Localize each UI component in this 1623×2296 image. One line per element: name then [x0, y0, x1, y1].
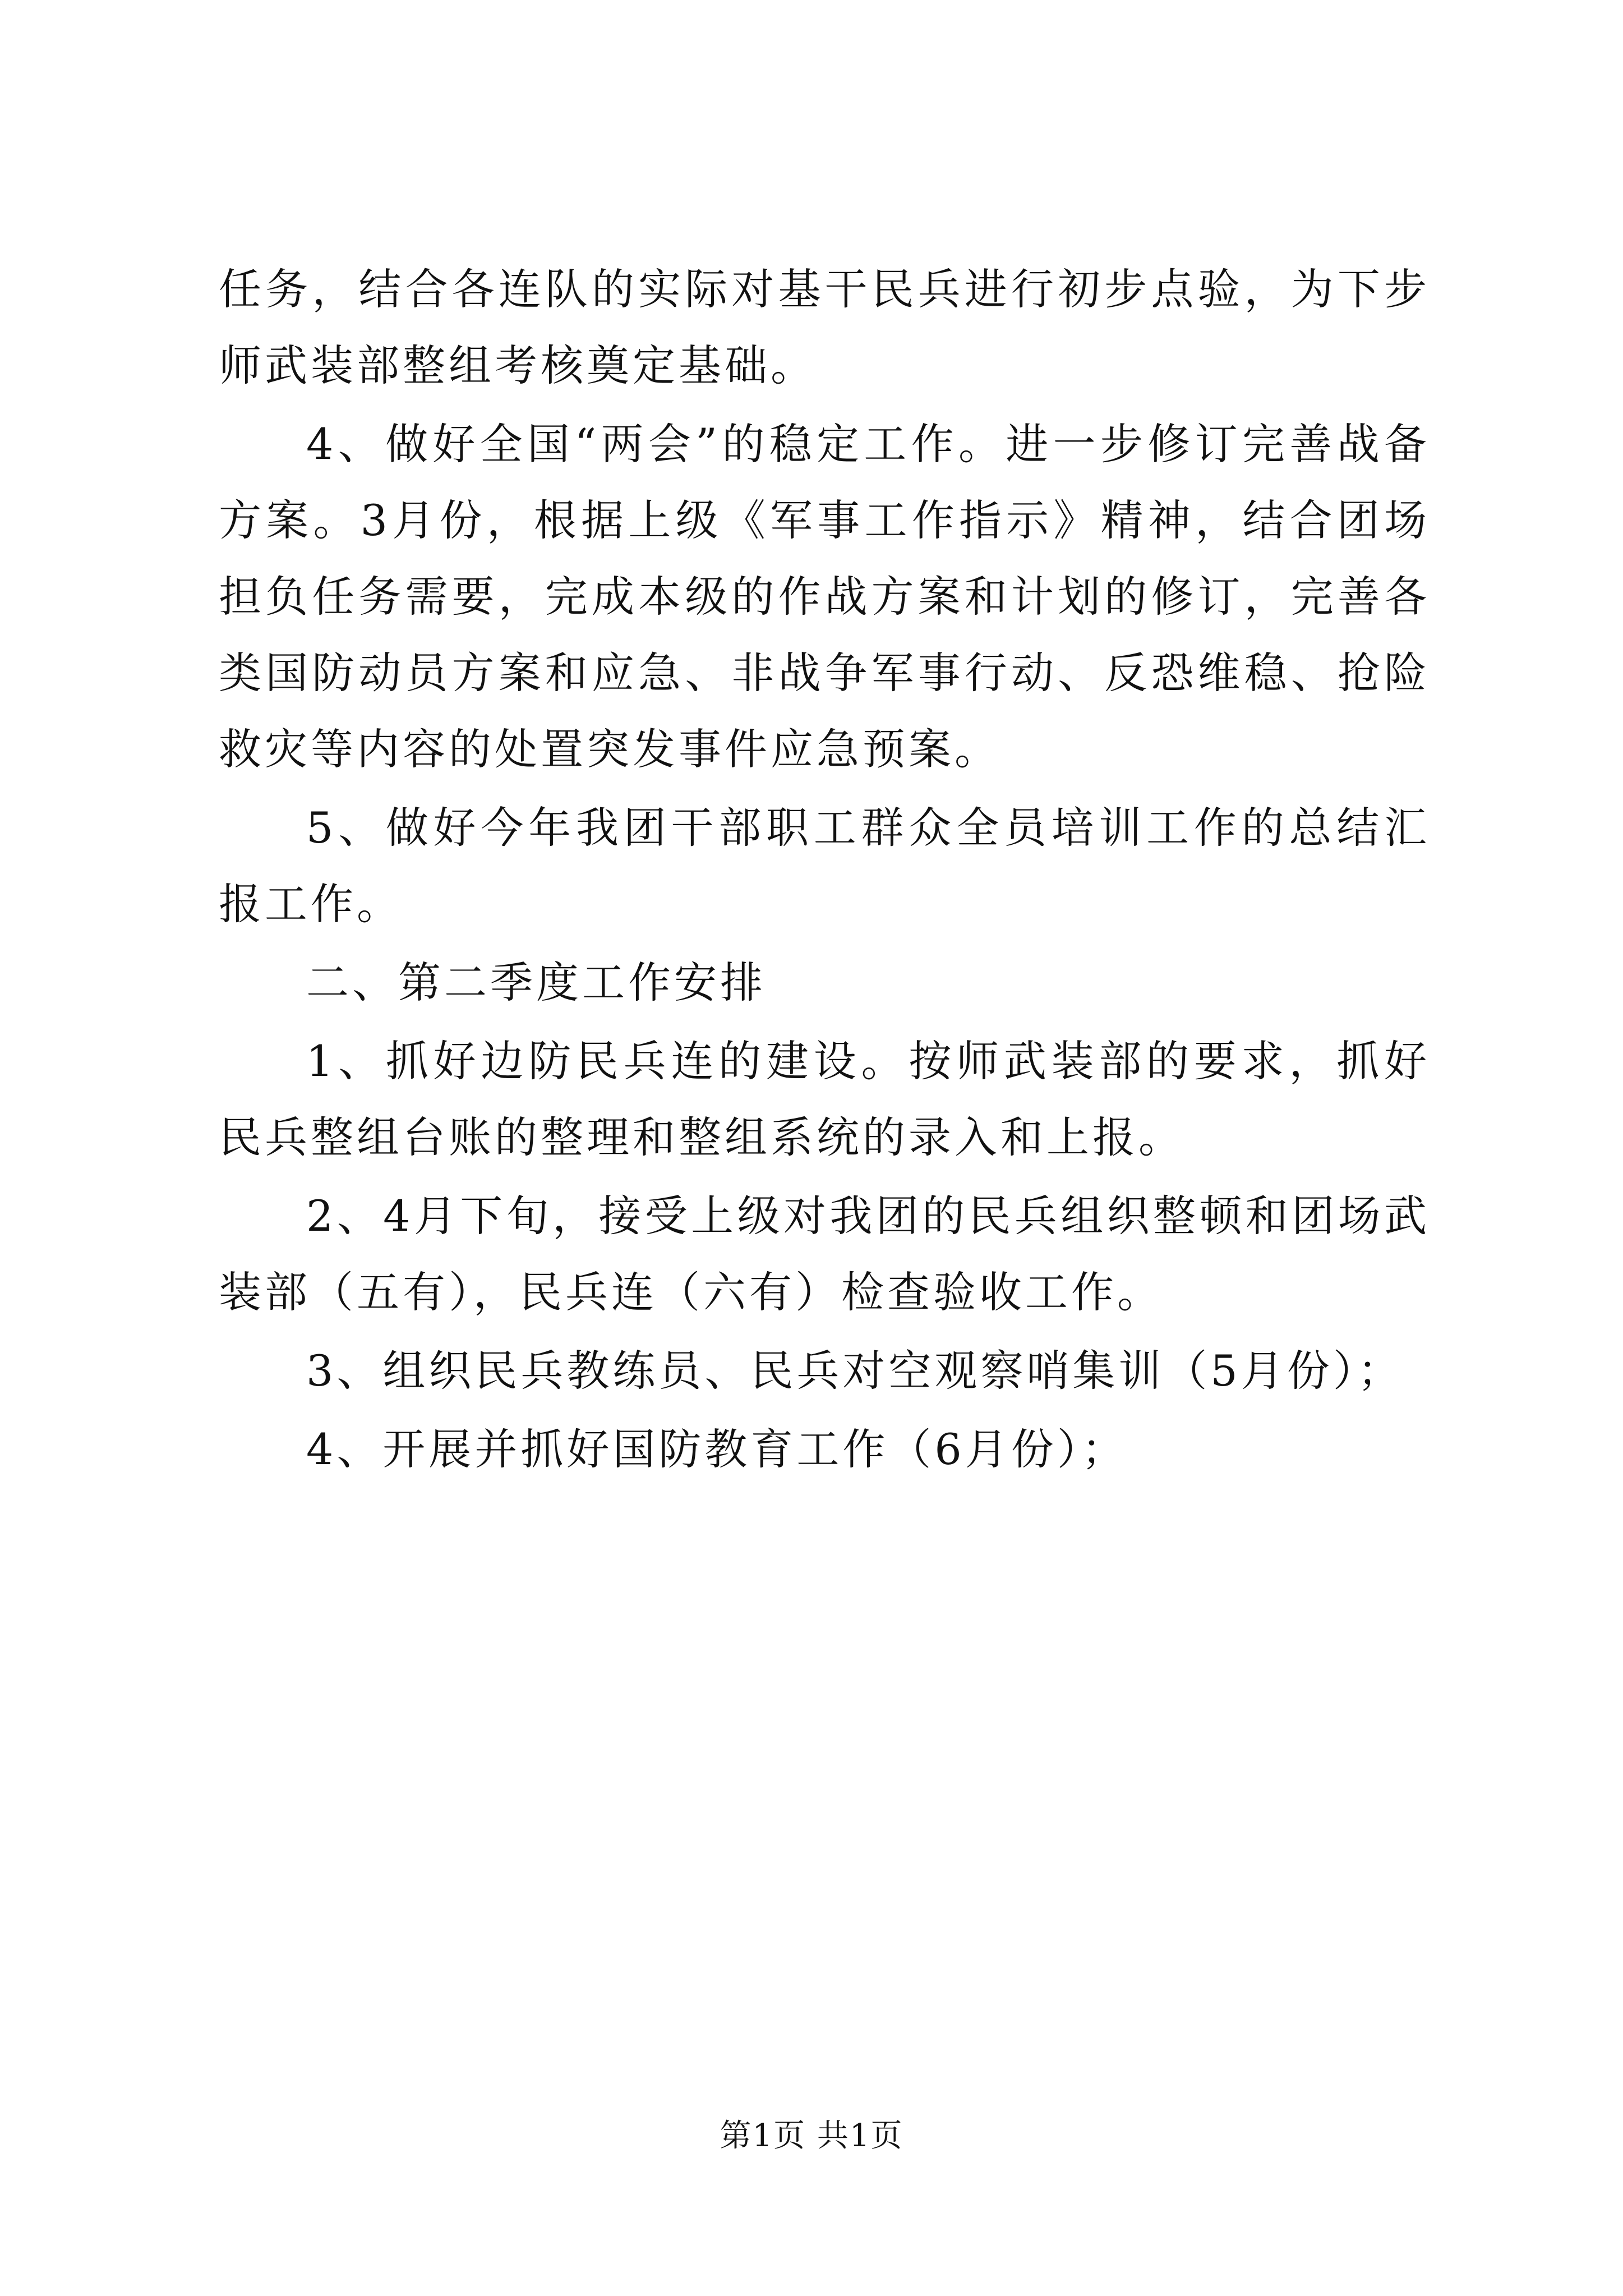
page-number: 第1页 共1页 [720, 2118, 903, 2154]
paragraph-q2-item-3: 3、组织民兵教练员、民兵对空观察哨集训（5月份）； [306, 1346, 1404, 1396]
paragraph-q2-item-1: 1、抓好边防民兵连的建设。按师武装部的要求，抓好民兵整组台账的整理和整组系统的录入和上报。 [219, 1036, 1430, 1162]
document-body [219, 251, 1430, 1490]
section-heading-q2: 二、第二季度工作安排 [306, 958, 766, 1007]
paragraph-q2-item-2: 2、4月下旬，接受上级对我团的民兵组织整顿和团场武装部（五有），民兵连（六有）检查验收工作。 [219, 1191, 1430, 1317]
paragraph-q2-item-4: 4、开展并抓好国防教育工作（6月份）； [306, 1424, 1128, 1474]
paragraph-continuation: 任务，结合各连队的实际对基干民兵进行初步点验，为下步师武装部整组考核奠定基础。 [219, 264, 1430, 390]
page-footer [0, 2114, 1623, 2159]
paragraph-item-4-war-readiness: 4、做好全国“两会”的稳定工作。进一步修订完善战备方案。3月份，根据上级《军事工作指示》精神，结合团场担负任务需要，完成本级的作战方案和计划的修订，完善各类国防动员方案和应急、非战争军事行动、反恐维稳、抢险救灾等内容的处置突发事件应急预案。 [219, 419, 1430, 774]
paragraph-item-5-training-summary: 5、做好今年我团干部职工群众全员培训工作的总结汇报工作。 [219, 803, 1430, 929]
